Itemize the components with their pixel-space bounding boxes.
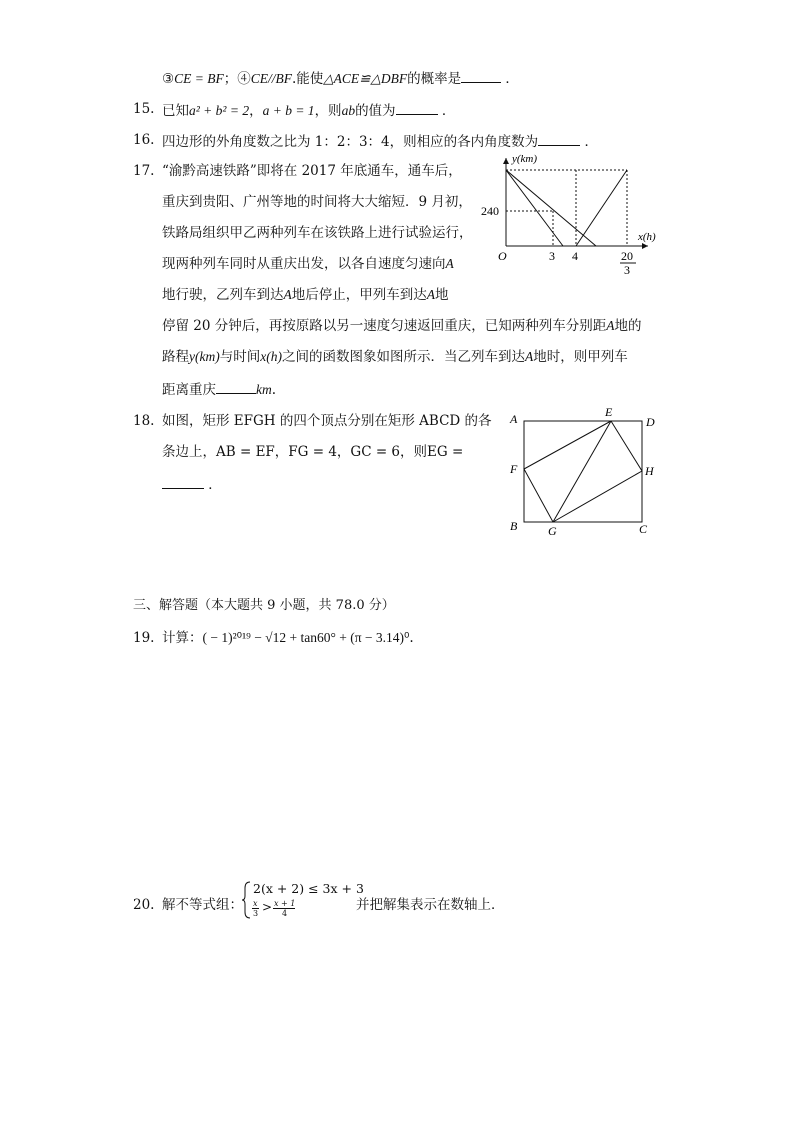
- period: ．: [208, 477, 222, 493]
- q20-post: 并把解集表示在数轴上．: [356, 897, 505, 913]
- q19-expression: ( − 1)²⁰¹⁹ − √12 + tan60° + (π − 3.14)⁰: [202, 630, 410, 645]
- q17-line-8: [162, 379, 276, 399]
- y-tick-240: 240: [481, 204, 499, 218]
- q14-text: .能使: [291, 71, 324, 87]
- unit-km: km: [256, 382, 272, 397]
- question-number: 19.: [133, 630, 155, 646]
- q15-post: 的值为: [355, 103, 396, 119]
- label-e: E: [605, 405, 613, 419]
- q17-text: 路程: [162, 349, 189, 365]
- period: ．: [441, 103, 456, 119]
- graph-line-jia-back: [576, 170, 627, 246]
- place-a: A: [283, 287, 292, 302]
- q17-line-2: 重庆到贵阳、广州等地的时间将大大缩短．9 月初，: [162, 194, 472, 210]
- separator: ；: [223, 71, 238, 87]
- q15-equation-1: a² + b² = 2: [189, 103, 250, 118]
- answer-blank[interactable]: [216, 379, 256, 394]
- q18-line-1: 如图，矩形 EFGH 的四个顶点分别在矩形 ABCD 的各: [162, 413, 492, 429]
- q17-text: 停留 20 分钟后，再按原路以另一速度匀速返回重庆，已知两种列车分别距: [162, 318, 607, 334]
- inequality-2: [253, 899, 303, 921]
- question-number: 15.: [133, 101, 155, 117]
- period: .: [409, 630, 414, 646]
- system-brace: [242, 880, 252, 920]
- question-number: 18.: [133, 413, 155, 429]
- label-b: B: [510, 519, 518, 533]
- q17-text: 地的: [614, 318, 642, 334]
- label-c: C: [639, 522, 648, 536]
- x-axis-label: x(h): [638, 231, 656, 243]
- q18-rectangle-figure: [505, 405, 665, 545]
- q17-line-6: [162, 317, 642, 335]
- q15-mid: ，则: [314, 103, 342, 119]
- question-number: 17.: [133, 163, 155, 179]
- q18-line-2: 条边上，AB = EF，FG = 4，GC = 6，则EG =: [162, 444, 464, 460]
- x-variable: x(h): [260, 349, 282, 364]
- answer-blank[interactable]: [461, 68, 501, 83]
- choice-4-condition: CE//BF: [250, 71, 292, 86]
- label-d: D: [646, 415, 655, 429]
- congruence-statement: △ACE≌△DBF: [323, 71, 408, 86]
- place-a: A: [445, 256, 454, 271]
- q19-pre: 计算：: [162, 630, 203, 646]
- q17-line-5: [162, 286, 449, 304]
- x-tick-3: 3: [549, 249, 555, 263]
- q17-text: 之间的函数图象如图所示．当乙列车到达: [281, 349, 525, 365]
- y-axis-label: y(km): [512, 153, 538, 165]
- q14-suffix: 的概率是: [407, 71, 462, 87]
- question-number: 16.: [133, 132, 155, 148]
- label-a: A: [510, 412, 518, 426]
- place-a: A: [524, 349, 534, 364]
- answer-blank[interactable]: [538, 131, 580, 146]
- label-g: G: [548, 524, 557, 538]
- q17-line-1: “渝黔高速铁路”即将在 2017 年底通车，通车后，: [162, 163, 462, 179]
- choice-4-marker: ④: [237, 71, 251, 87]
- q17-text: 地: [435, 287, 449, 303]
- q15-variable: ab: [341, 103, 356, 118]
- question-number: 20.: [133, 897, 155, 913]
- place-a: A: [606, 318, 615, 333]
- choice-3-condition: CE = BF: [174, 71, 224, 86]
- segment-eg: [553, 421, 611, 522]
- period: ．: [584, 134, 598, 150]
- label-h: H: [645, 464, 654, 478]
- q17-function-graph: [481, 148, 670, 278]
- q17-text: 与时间: [219, 349, 261, 365]
- q17-text: 距离重庆: [162, 382, 216, 398]
- q17-text: 地后停止，甲列车到达: [291, 287, 427, 303]
- q16-text: 四边形的外角度数之比为 1：2：3：4，则相应的各内角度数为: [162, 134, 539, 150]
- period: .: [271, 382, 277, 398]
- q19-line: [162, 629, 414, 647]
- label-f: F: [510, 462, 518, 476]
- origin-label: O: [498, 249, 507, 263]
- x-tick-frac-den: 3: [624, 263, 630, 277]
- comma: ，: [249, 103, 263, 119]
- q15-line: [162, 100, 455, 120]
- q20-pre: 解不等式组：: [162, 897, 243, 913]
- greater-than: >: [262, 900, 273, 914]
- q17-text: 地行驶，乙列车到达: [162, 287, 284, 303]
- inequality-1: 2(x + 2) ≤ 3x + 3: [253, 881, 364, 896]
- q17-text: 地时，则甲列车: [533, 349, 628, 365]
- x-tick-frac-num: 20: [621, 249, 633, 263]
- q14-tail-line: [162, 68, 519, 88]
- x-tick-4: 4: [572, 249, 578, 263]
- section-heading: 三、解答题（本大题共 9 小题，共 78.0 分）: [133, 598, 395, 613]
- frac-r-den: 4: [282, 909, 288, 918]
- graph-line-yi: [506, 170, 596, 246]
- q17-line-7: [162, 348, 628, 366]
- frac-x-den: 3: [253, 909, 259, 918]
- y-variable: y(km): [189, 349, 220, 364]
- answer-blank[interactable]: [396, 100, 438, 115]
- rectangle-efgh: [524, 421, 642, 522]
- q17-line-4: [162, 255, 454, 273]
- q18-line-3: [162, 474, 222, 494]
- q15-pre: 已知: [162, 103, 189, 119]
- q17-line-4-text: 现两种列车同时从重庆出发，以各自速度匀速向: [162, 256, 446, 272]
- q17-line-3: 铁路局组织甲乙两种列车在该铁路上进行试验运行，: [162, 225, 473, 241]
- graph-line-jia-out: [506, 170, 563, 246]
- answer-blank[interactable]: [162, 474, 204, 489]
- choice-3-marker: ③: [162, 71, 175, 87]
- frac-x-num: x: [253, 899, 258, 908]
- q15-equation-2: a + b = 1: [262, 103, 315, 118]
- place-a: A: [426, 287, 435, 302]
- period: ．: [505, 71, 519, 87]
- frac-r-num: x + 1: [274, 899, 296, 908]
